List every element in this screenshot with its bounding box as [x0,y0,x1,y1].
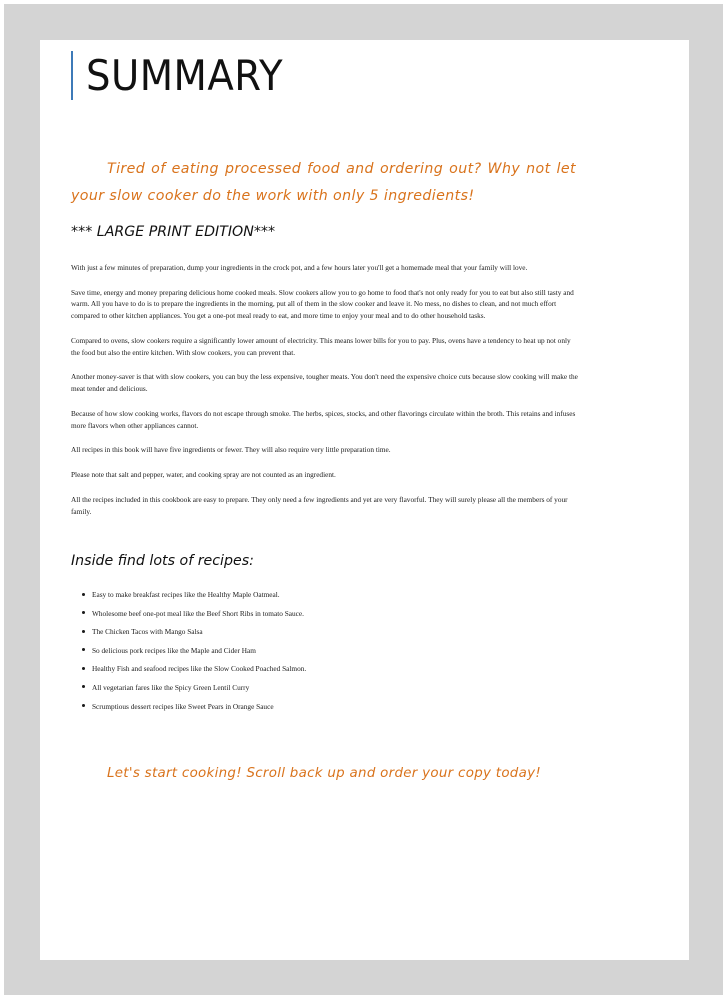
paragraph: Please note that salt and pepper, water, and cooking spray are not counted as an ingredient. [71,470,336,480]
paragraph: Because of how slow cooking works, flavors do not escape through smoke. The herbs, spices, stocks, and other flavorings circulate within the broth. This retains and infuses more flavors when other appliances cannot. [71,408,576,430]
tagline: Tired of eating processed food and ordering out? Why not let your slow cooker do the work with only 5 ingredients! [71,161,576,204]
list-item [82,608,306,627]
bullet-icon [82,685,85,688]
list-item [82,701,306,720]
list-item [82,682,306,701]
bullet-icon [82,704,85,707]
recipes-heading: Inside find lots of recipes: [71,553,254,569]
paragraph: With just a few minutes of preparation, dump your ingredients in the crock pot, and a few hours later you'll get a homemade meal that your family will love. [71,263,528,272]
call-to-action: Let's start cooking! Scroll back up and order your copy today! [107,766,542,781]
recipe-text: Easy to make breakfast recipes like the Healthy Maple Oatmeal. [92,590,280,599]
bullet-icon [82,648,85,651]
summary-body [71,262,579,531]
bullet-icon [82,611,85,614]
paragraph: All the recipes included in this cookbook are easy to prepare. They only need a few ingredients and yet are very flavorful. They will surely please all the members of your family. [71,495,568,516]
edition-label: *** LARGE PRINT EDITION*** [71,224,276,240]
recipe-text: Scrumptious dessert recipes like Sweet Pears in Orange Sauce [92,701,274,711]
paragraph: Compared to ovens, slow cookers require a significantly lower amount of electricity. This means lower bills for you to pay. Plus, ovens have a tendency to heat up not only the food but also the entire kitchen. With slow cookers, you can prevent that. [71,335,571,357]
recipe-list [82,589,306,719]
bullet-icon [82,593,85,596]
recipe-text: Wholesome beef one-pot meal like the Beef Short Ribs in tomato Sauce. [92,608,304,618]
paragraph: Save time, energy and money preparing delicious home cooked meals. Slow cookers allow you to go home to food that's not only ready for you to eat but also still tasty and warm. All you have to do is to prepare the ingredients in the morning, put all of them in the slow cooker and leave it. No mess, no dishes to clean, and not much effort compared to other kitchen appliances. You get a one-pot meal ready to eat, and more time to enjoy your meal and to do other household tasks. [71,287,574,321]
paragraph: Another money-saver is that with slow cookers, you can buy the less expensive, tougher meats. You don't need the expensive choice cuts because slow cooking will make the meat tender and delicious. [71,372,578,394]
paragraph: All recipes in this book will have five ingredients or fewer. They will also require very little preparation time. [71,445,391,455]
recipe-text: So delicious pork recipes like the Maple and Cider Ham [92,645,256,655]
recipe-text: All vegetarian fares like the Spicy Green Lentil Curry [92,682,250,692]
bullet-icon [82,630,85,633]
recipe-text: The Chicken Tacos with Mango Salsa [92,627,203,637]
list-item [82,663,306,682]
title-accent-bar [71,51,73,100]
page-title: SUMMARY [86,51,284,100]
bullet-icon [82,667,85,670]
list-item [82,626,306,645]
list-item [82,589,306,608]
recipe-text: Healthy Fish and seafood recipes like the Slow Cooked Poached Salmon. [92,664,307,674]
list-item [82,645,306,664]
